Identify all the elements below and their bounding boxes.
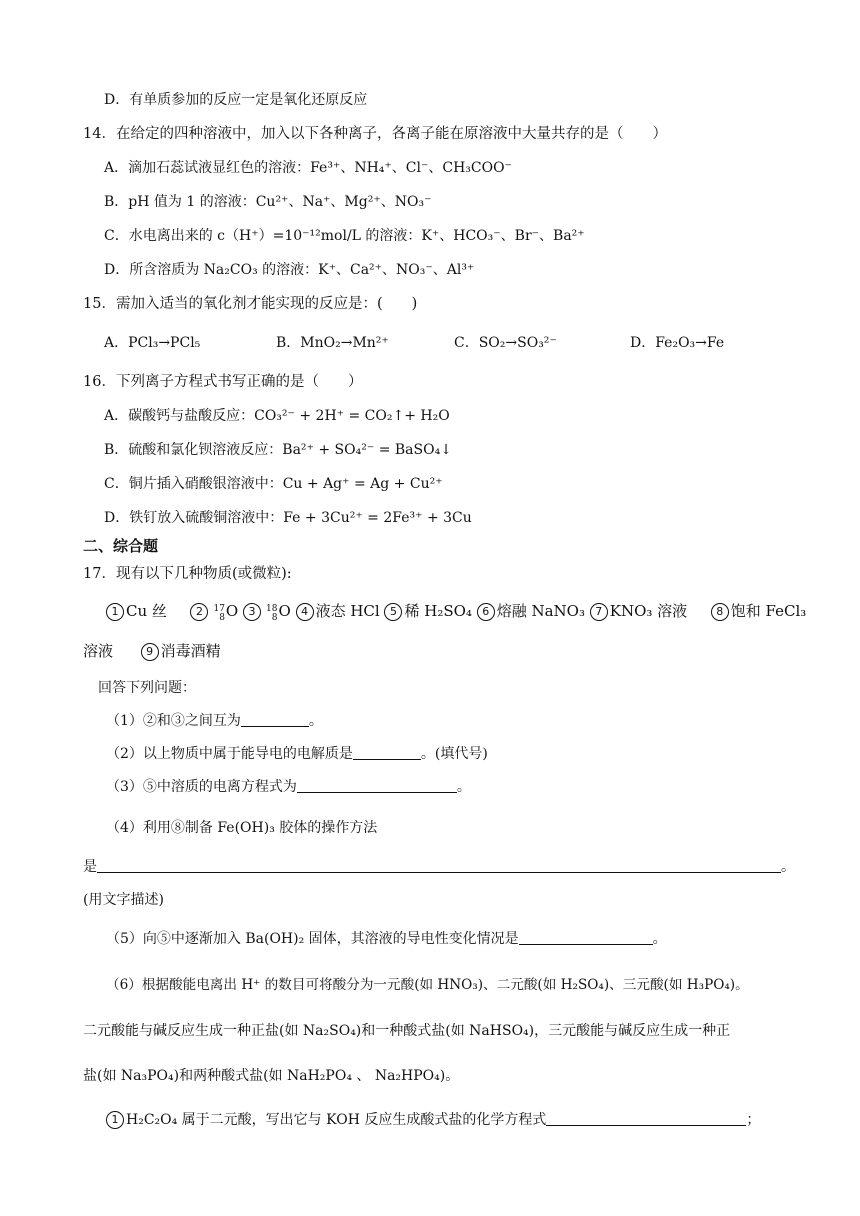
q17-p6-question: H₂C₂O₄ 属于二元酸，写出它与 KOH 反应生成酸式盐的化学方程式 [126,1112,547,1128]
q14-option-d: D．所含溶质为 Na₂CO₃ 的溶液：K⁺、Ca²⁺、NO₃⁻、Al³⁺ [104,262,475,278]
answer-blank-1[interactable] [241,710,309,727]
isotope-mark-17: 17 8 [213,604,225,623]
q17-part-4-note: (用文字描述) [83,892,164,908]
substance-9: 消毒酒精 [160,642,221,660]
q16-option-a: A．碳酸钙与盐酸反应：CO₃²⁻ + 2H⁺ = CO₂↑+ H₂O [104,408,450,424]
period: 。 [456,779,471,795]
q14-option-a: A．滴加石蕊试液显红色的溶液：Fe³⁺、NH₄⁺、Cl⁻、CH₃COO⁻ [104,160,512,176]
q15-option-b: B．MnO₂→Mn²⁺ [276,335,389,351]
q17-substance-list-cont [0,640,860,662]
q14-stem: 14．在给定的四种溶液中，加入以下各种离子，各离子能在原溶液中大量共存的是（ ） [83,126,667,142]
substance-1: Cu 丝 [126,602,167,620]
q14-option-b: B．pH 值为 1 的溶液：Cu²⁺、Na⁺、Mg²⁺、NO₃⁻ [104,194,432,210]
q15-option-a: A．PCl₃→PCl₅ [104,335,201,351]
semicolon: ； [746,1112,761,1128]
q15-stem: 15．需加入适当的氧化剂才能实现的反应是：( ) [83,296,418,312]
circled-number-6: 6 [477,603,495,621]
q17-part-4 [0,817,860,839]
period: 。 [781,859,795,875]
answer-blank-3[interactable] [297,776,457,793]
q13-option-d: D．有单质参加的反应一定是氧化还原反应 [104,92,368,108]
substance-8: 饱和 FeCl₃ [730,602,807,620]
q17-stem: 17．现有以下几种物质(或微粒): [83,566,292,582]
circled-number-8: 8 [711,603,729,621]
q17-part-2 [0,743,860,765]
q17-p4-prefix: 是 [83,859,97,875]
substance-2: O [225,602,239,620]
q15-option-d: D．Fe₂O₃→Fe [630,335,725,351]
circled-number-2: 2 [190,603,208,621]
q17-p4-text: （4）利用⑧制备 Fe(OH)₃ 胶体的操作方法 [106,820,378,836]
q17-part-6-sub1 [0,1109,860,1131]
period: 。 [308,713,323,729]
q17-p2-text: （2）以上物质中属于能导电的电解质是 [106,746,353,762]
q16-option-c: C．铜片插入硝酸银溶液中：Cu + Ag⁺ = Ag + Cu²⁺ [104,476,443,492]
substance-3: O [278,602,291,620]
q15-options [0,332,860,354]
q17-part-6-line2: 二元酸能与碱反应生成一种正盐(如 Na₂SO₄)和一种酸式盐(如 NaHSO₄)，三元酸能与碱反应生成一种正 [83,1023,731,1039]
circled-number-1: 1 [106,603,124,621]
q17-p2-suffix: 。(填代号) [420,746,488,762]
q17-substance-list [0,600,860,623]
answer-blank-2[interactable] [353,743,421,760]
period: 。 [652,931,667,947]
substance-8-cont: 溶液 [83,642,114,660]
q17-part-3 [0,776,860,798]
q17-p5-text: （5）向⑤中逐渐加入 Ba(OH)₂ 固体，其溶液的导电性变化情况是 [106,931,519,947]
circled-number-5: 5 [384,603,402,621]
substance-5: 稀 H₂SO₄ [404,602,472,620]
circled-number-4: 4 [296,603,314,621]
q16-stem: 16．下列离子方程式书写正确的是（ ） [83,374,363,390]
q17-part-1 [0,710,860,732]
answer-blank-6[interactable] [546,1109,746,1126]
circled-number-3: 3 [243,603,261,621]
circled-number-7: 7 [590,603,608,621]
q17-part-6-line3: 盐(如 Na₃PO₄)和两种酸式盐(如 NaH₂PO₄ 、 Na₂HPO₄)。 [83,1068,460,1084]
answer-blank-5[interactable] [519,928,653,945]
circled-number-9: 9 [141,643,159,661]
q15-option-c: C．SO₂→SO₃²⁻ [454,335,557,351]
q17-part-6-line1: （6）根据酸能电离出 H⁺ 的数目可将酸分为一元酸(如 HNO₃)、二元酸(如 H₂SO₄)、三元酸(如 H₃PO₄)。 [106,977,749,993]
isotope-mark-18: 18 8 [266,604,278,623]
q16-option-b: B．硫酸和氯化钡溶液反应：Ba²⁺ + SO₄²⁻ = BaSO₄↓ [104,442,452,458]
q17-p3-text: （3）⑤中溶质的电离方程式为 [106,779,297,795]
q16-option-d: D．铁钉放入硫酸铜溶液中：Fe + 3Cu²⁺ = 2Fe³⁺ + 3Cu [104,510,472,526]
q17-p1-text: （1）②和③之间互为 [106,713,241,729]
substance-7: KNO₃ 溶液 [609,602,688,620]
substance-4: 液态 HCl [315,602,380,620]
q14-option-c: C．水电离出来的 c（H⁺）=10⁻¹²mol/L 的溶液：K⁺、HCO₃⁻、Br⁻、Ba²⁺ [104,228,585,244]
q17-part-5 [0,928,860,950]
answer-blank-4[interactable] [97,856,781,873]
q17-part-4-line2 [0,856,860,878]
substance-6: 熔融 NaNO₃ [496,602,585,620]
section-title: 二、综合题 [83,537,159,555]
circled-number-1: 1 [106,1111,124,1129]
q17-prompt: 回答下列问题： [98,680,196,696]
